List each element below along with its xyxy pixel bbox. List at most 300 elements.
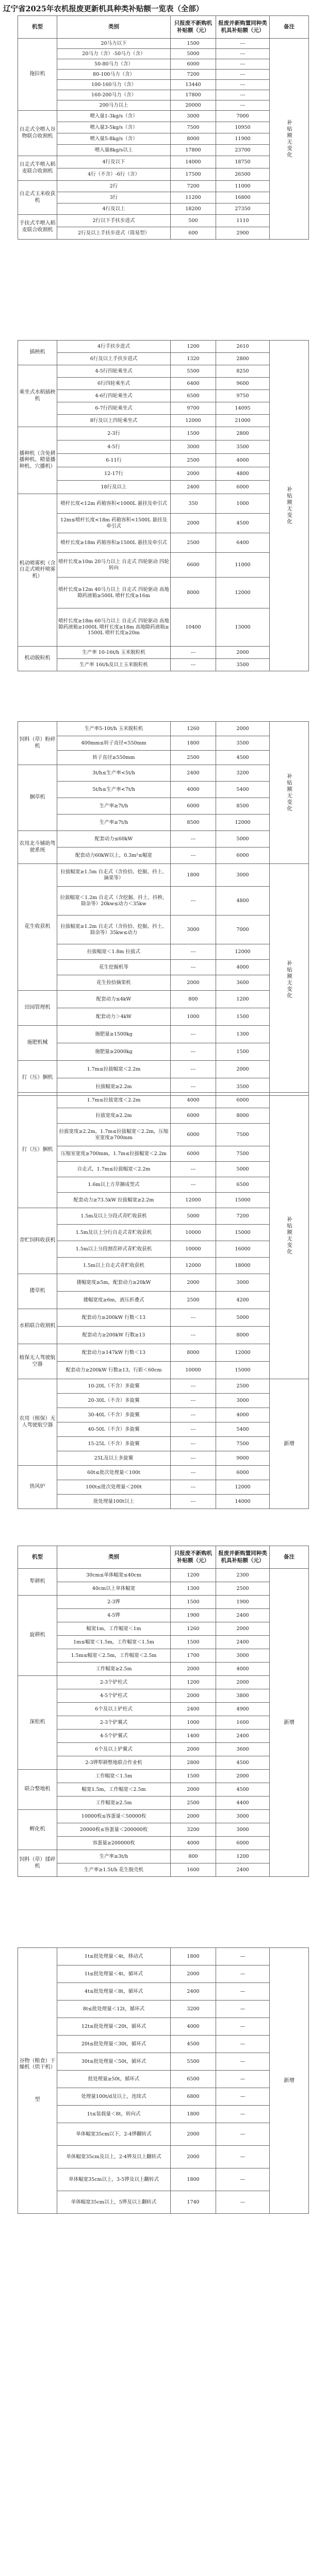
table-row	[18, 390, 309, 402]
table-row	[18, 1362, 309, 1379]
value-cell: ---	[171, 1495, 216, 1509]
note-cell: 补贴额无变化	[270, 864, 309, 1096]
value-cell: 3500	[216, 1078, 270, 1096]
value-cell: 6400	[171, 378, 216, 390]
value-cell: 6000	[216, 481, 270, 494]
value-cell: 4400	[216, 1797, 270, 1810]
table-row	[18, 1948, 309, 1965]
value-cell: 4500	[216, 751, 270, 765]
value-cell: —	[216, 2168, 270, 2191]
value-cell: 2300	[216, 1569, 270, 1582]
value-cell: 17500	[171, 168, 216, 181]
table-row	[18, 1274, 309, 1292]
table-row	[18, 100, 309, 111]
type-cell: 饲料（草）揉碎机	[18, 1850, 57, 1877]
category-cell: 18行及以上	[57, 481, 171, 494]
value-cell: 1800	[171, 1948, 216, 1965]
value-cell: 8500	[216, 798, 270, 815]
value-cell: 2000	[216, 1770, 270, 1783]
value-cell: —	[216, 2191, 270, 2214]
category-cell: 1.5m以上分段割茬碎式青贮收获机	[57, 1241, 171, 1258]
category-cell: 配套动力60kW以上，0.3m²≤幅宽	[57, 848, 171, 864]
value-cell: 350	[171, 494, 216, 514]
category-cell: 喂入量5-8kg/s（含）	[57, 133, 171, 145]
type-cell: 犁耕机	[18, 1569, 57, 1596]
value-cell: 12000	[171, 1258, 216, 1274]
value-cell: —	[216, 2001, 270, 2018]
category-cell: 生产率≥7t/h	[57, 798, 171, 815]
table-row	[18, 887, 309, 916]
value-cell: 2000	[171, 1965, 216, 1983]
value-cell: 7500	[216, 1437, 270, 1451]
note-cell: 补贴额无变化	[270, 722, 309, 864]
table-row	[18, 353, 309, 365]
category-cell: 拉拔幅宽＜1.8m 拉拔式	[57, 944, 171, 960]
header-subsidy-scrap: 只报废不新购机补贴额（元）	[171, 16, 216, 39]
value-cell: 27350	[216, 204, 270, 215]
value-cell: 4000	[171, 1093, 216, 1108]
value-cell: 1110	[216, 215, 270, 227]
table-row	[18, 427, 309, 440]
value-cell: 10000	[171, 1225, 216, 1241]
type-cell: 打（压）捆机	[18, 1093, 57, 1208]
note-cell: 新增	[270, 1379, 309, 1509]
table-row	[18, 751, 309, 765]
table-row	[18, 2001, 309, 2018]
category-cell: 1t≤装载量＜8t，转向式	[57, 2106, 171, 2123]
category-cell: 生产率5-10t/h 玉米脱粒机	[57, 722, 171, 736]
value-cell: ---	[171, 1162, 216, 1177]
table-row	[18, 553, 309, 578]
table-row	[18, 1770, 309, 1783]
category-cell: 配套动力≥200kW 行数≥13	[57, 1327, 171, 1344]
type-cell: 捆草机	[18, 765, 57, 831]
value-cell: 2400	[171, 1703, 216, 1716]
table-row	[18, 1636, 309, 1649]
table-row	[18, 59, 309, 70]
category-cell: 200马力以上	[57, 100, 171, 111]
table-row	[18, 1177, 309, 1193]
category-cell: 6-11行	[57, 454, 171, 467]
value-cell: ---	[171, 647, 216, 659]
table-row	[18, 1008, 309, 1026]
table-row	[18, 1408, 309, 1422]
value-cell: 2000	[216, 1676, 270, 1689]
value-cell: 21000	[216, 415, 270, 427]
type-cell: 机动脱粒机	[18, 647, 57, 671]
value-cell: 5500	[171, 365, 216, 378]
type-cell: 搂草机	[18, 1274, 57, 1309]
value-cell: 7500	[171, 122, 216, 133]
category-cell: 60t≤批次处理量＜100t	[57, 1466, 171, 1480]
type-cell: 饲料（草）粉碎机	[18, 722, 57, 765]
category-cell: 工作幅宽≥2.5m	[57, 1797, 171, 1810]
type-cell: 手扶式半喂入稻麦联合收割机	[18, 215, 57, 240]
table-row	[18, 1225, 309, 1241]
category-cell: 拉拔幅宽≥1.5m 自走式（含捡拾、挖掘、抖土、摘果等）	[57, 864, 171, 887]
table-row	[18, 2168, 309, 2191]
table-row	[18, 659, 309, 671]
category-cell: 拉拔宽度≥2.2m	[57, 1108, 171, 1124]
table-row	[18, 1495, 309, 1509]
table-row	[18, 215, 309, 227]
category-cell: 100t≤批次处理量＜200t	[57, 1480, 171, 1495]
category-cell: 1.5m及以上分段式青贮收获机	[57, 1208, 171, 1225]
value-cell: 2000	[171, 467, 216, 481]
table-row	[18, 2106, 309, 2123]
category-cell: 批处理量100t以上	[57, 1495, 171, 1509]
value-cell: 14000	[171, 156, 216, 168]
value-cell: 3000	[216, 1823, 270, 1837]
category-cell: 20t≤批处理量＜30t，循环式	[57, 2036, 171, 2053]
value-cell: 4000	[171, 782, 216, 798]
value-cell: 1500	[171, 1596, 216, 1609]
value-cell: 2000	[216, 647, 270, 659]
table-row	[18, 1730, 309, 1743]
value-cell: 8250	[216, 365, 270, 378]
value-cell: 5000	[171, 1208, 216, 1225]
category-cell: 30cm≤单体幅宽≤40cm	[57, 1569, 171, 1582]
table-row	[18, 454, 309, 467]
table-row	[18, 1649, 309, 1663]
value-cell: 9700	[171, 402, 216, 415]
value-cell: 1900	[216, 1596, 270, 1609]
header-subsidy-new: 报废并新购置同种类机具补贴额（元）	[216, 16, 270, 39]
category-cell: 处理量100t/d及以上，连续式	[57, 2088, 171, 2106]
category-cell: 6行四轮乘坐式	[57, 378, 171, 390]
category-cell: 1.5m≤幅宽＜2.5m，工作幅宽＜2.5m	[57, 1649, 171, 1663]
table-row	[18, 782, 309, 798]
table-row	[18, 1093, 309, 1108]
value-cell: ---	[171, 1061, 216, 1078]
header-type: 机型	[18, 16, 57, 39]
category-cell: 搂幅宽度≥6m，液压折叠式	[57, 1292, 171, 1309]
value-cell: 3600	[216, 975, 270, 991]
value-cell: 2400	[216, 1863, 270, 1877]
table-row	[18, 2088, 309, 2106]
value-cell: 3000	[216, 1649, 270, 1663]
value-cell: ---	[171, 848, 216, 864]
value-cell: 9600	[216, 378, 270, 390]
value-cell: 12000	[216, 944, 270, 960]
value-cell: 2500	[171, 533, 216, 553]
table-row	[18, 1797, 309, 1810]
category-cell: 4行及以上	[57, 204, 171, 215]
table-row	[18, 1582, 309, 1596]
category-cell: 喷杆长度<12m 药箱容积<1000L 悬挂及牵引式	[57, 494, 171, 514]
value-cell: 4500	[171, 2036, 216, 2053]
value-cell: 2000	[171, 1663, 216, 1676]
value-cell: 2000	[171, 975, 216, 991]
category-cell: 喷杆长度≥18m 60马力以上 自走式 四轮驱动 高地隙药液箱≥1000L 喷杆长度≥18m 高地隙药液箱≥1500L 喷杆长度≥20m	[57, 608, 171, 647]
category-cell: 6个及以上铲柱式	[57, 1703, 171, 1716]
header-subsidy-scrap: 只报废不新购机补贴额（元）	[171, 1546, 216, 1569]
value-cell: ---	[171, 1327, 216, 1344]
category-cell: 4-6行四轮乘坐式	[57, 390, 171, 402]
value-cell: 4000	[216, 1663, 270, 1676]
table-row	[18, 1689, 309, 1703]
category-cell: 1t≤批处理量＜4t，移动式	[57, 1948, 171, 1965]
type-cell: 水稻联合收割机	[18, 1309, 57, 1344]
table-row	[18, 1965, 309, 1983]
category-cell: 幅宽1.5m，工作幅宽＜2.5m	[57, 1783, 171, 1797]
category-cell: 生产率 16t/h及以上玉米脱粒机	[57, 659, 171, 671]
table-row	[18, 578, 309, 608]
category-cell: 80-100马力（含）	[57, 70, 171, 80]
value-cell: 17800	[171, 145, 216, 156]
value-cell: —	[216, 2088, 270, 2106]
value-cell: 6600	[171, 553, 216, 578]
table-row	[18, 2191, 309, 2214]
value-cell: 8000	[216, 1327, 270, 1344]
value-cell: 1500	[171, 427, 216, 440]
table-row	[18, 1108, 309, 1124]
value-cell: —	[216, 2106, 270, 2123]
value-cell: 2000	[171, 2146, 216, 2168]
value-cell: ---	[171, 1177, 216, 1193]
value-cell: 7500	[216, 1124, 270, 1146]
type-cell: 深松机	[18, 1676, 57, 1770]
type-cell	[18, 1948, 57, 2214]
value-cell: 2500	[171, 751, 216, 765]
value-cell: —	[216, 2036, 270, 2053]
table-row	[18, 848, 309, 864]
table-row	[18, 111, 309, 122]
value-cell: 9000	[216, 1451, 270, 1466]
value-cell: 5000	[216, 1162, 270, 1177]
table-row	[18, 1703, 309, 1716]
value-cell: 2000	[171, 2123, 216, 2146]
value-cell: 11000	[216, 553, 270, 578]
type-cell: 花生收获机	[18, 864, 57, 991]
category-cell: 2-3铧	[57, 1596, 171, 1609]
value-cell: 26500	[216, 168, 270, 181]
table-row	[18, 227, 309, 240]
table-row	[18, 122, 309, 133]
category-cell: 8行及以上四轮乘坐式	[57, 415, 171, 427]
value-cell: 11200	[171, 192, 216, 204]
category-cell: 20马力以下	[57, 39, 171, 49]
table-row	[18, 991, 309, 1008]
value-cell: 8000	[171, 133, 216, 145]
category-cell: 6个及以上铲翼式	[57, 1743, 171, 1756]
value-cell: 2800	[171, 1756, 216, 1770]
category-cell: 2行以下手扶步进式	[57, 215, 171, 227]
subsidy-table-part-2	[18, 340, 309, 671]
note-cell: 补贴额无变化	[270, 341, 309, 671]
value-cell: 2000	[171, 1743, 216, 1756]
value-cell: 2000	[216, 1622, 270, 1636]
value-cell: 6400	[216, 533, 270, 553]
table-row	[18, 1663, 309, 1676]
value-cell: 9750	[216, 390, 270, 402]
table-row	[18, 1061, 309, 1078]
category-cell: 4-5个铲柱式	[57, 1689, 171, 1703]
table-row	[18, 1026, 309, 1043]
table-row	[18, 1480, 309, 1495]
table-row	[18, 1292, 309, 1309]
table-row	[18, 722, 309, 736]
value-cell: 12000	[216, 815, 270, 831]
category-cell: 拉拔宽度≥2.2m，1.7m≤拉拔幅宽＜2.2m，压缩室宽度≥700mm	[57, 1124, 171, 1146]
value-cell: 1500	[171, 1636, 216, 1649]
value-cell: ---	[171, 1026, 216, 1043]
value-cell: 18000	[216, 1258, 270, 1274]
category-cell: 工作幅宽≥2.5m	[57, 1663, 171, 1676]
value-cell: 3200	[216, 765, 270, 782]
table-row	[18, 916, 309, 944]
value-cell: 2000	[171, 1783, 216, 1797]
subsidy-table-part-3	[18, 721, 309, 1096]
type-cell: 孵化机	[18, 1810, 57, 1850]
value-cell: 1000	[171, 1716, 216, 1730]
category-cell: 30t≤批处理量＜50t，循环式	[57, 2053, 171, 2071]
category-cell: 4-5个铲翼式	[57, 1730, 171, 1743]
value-cell: ---	[216, 39, 270, 49]
value-cell: 6000	[171, 1108, 216, 1124]
type-cell: 田园管理机	[18, 991, 57, 1026]
table-header-row	[18, 16, 309, 39]
note-cell: 新增	[270, 1569, 309, 1877]
note-cell: 新增	[270, 1948, 309, 2214]
value-cell: 600	[171, 227, 216, 240]
value-cell: 12000	[216, 1480, 270, 1495]
value-cell: 4500	[216, 514, 270, 533]
table-row	[18, 1208, 309, 1225]
value-cell: 8000	[216, 1108, 270, 1124]
table-row	[18, 467, 309, 481]
table-row	[18, 481, 309, 494]
value-cell: ---	[216, 49, 270, 59]
table-row	[18, 49, 309, 59]
category-cell: 20-30L（不含）多旋翼	[57, 1394, 171, 1408]
table-row	[18, 975, 309, 991]
table-row	[18, 1258, 309, 1274]
category-cell: 1.5m及以上分行自走式青贮收获机	[57, 1225, 171, 1241]
value-cell: 7000	[216, 111, 270, 122]
table-row	[18, 647, 309, 659]
category-cell: 单体幅宽35cm以上，3-5铧及以上翻转式	[57, 2168, 171, 2191]
table-row	[18, 1823, 309, 1837]
value-cell: 6000	[216, 1093, 270, 1108]
type-cell: 施肥机械	[18, 1026, 57, 1061]
category-cell: 6行及以上手扶步进式	[57, 353, 171, 365]
type-cell: 青贮饲料收获机	[18, 1208, 57, 1274]
value-cell: 5000	[171, 49, 216, 59]
value-cell: 7200	[216, 1208, 270, 1225]
category-cell: 400mm≤转子直径<550mm	[57, 736, 171, 751]
value-cell: 1740	[171, 2191, 216, 2214]
value-cell: 1500	[171, 1770, 216, 1783]
header-note: 备注	[270, 16, 309, 39]
category-cell: 单体幅宽35cm以上，5铧及以上翻转式	[57, 2191, 171, 2214]
value-cell: 2400	[171, 1983, 216, 2001]
value-cell: 2500	[216, 1379, 270, 1394]
value-cell: 2000	[171, 1274, 216, 1292]
value-cell: 2000	[171, 514, 216, 533]
category-cell: 4-5铧	[57, 1609, 171, 1622]
value-cell: ---	[216, 59, 270, 70]
category-cell: 花生捡拾摘果机	[57, 975, 171, 991]
table-row	[18, 514, 309, 533]
table-row	[18, 494, 309, 514]
value-cell: 12000	[216, 1344, 270, 1362]
category-cell: 拉拔幅宽≥1.2m 自走式（含捡拾、挖掘、抖土、除杂等）35kw≤动力	[57, 916, 171, 944]
category-cell: 20000枚≤容蛋量＜200000枚	[57, 1823, 171, 1837]
value-cell: 4000	[216, 454, 270, 467]
value-cell: ---	[171, 944, 216, 960]
value-cell: 4000	[171, 1837, 216, 1850]
table-row	[18, 90, 309, 100]
table-row	[18, 80, 309, 90]
value-cell: 2500	[216, 1582, 270, 1596]
value-cell: 5400	[216, 782, 270, 798]
category-cell: 喷杆长度≥10m 20马力以上 自走式 四轮驱动 四轮转向	[57, 553, 171, 578]
value-cell: 12000	[171, 1193, 216, 1208]
value-cell: 3200	[171, 1823, 216, 1837]
category-cell: 1.7m≤拉拔幅宽＜2.2m	[57, 1061, 171, 1078]
table-row	[18, 2146, 309, 2168]
category-cell: 1.7m≤拉拔宽度＜2.2m	[57, 1093, 171, 1108]
value-cell: 2400	[171, 481, 216, 494]
value-cell: 23700	[216, 145, 270, 156]
table-row	[18, 440, 309, 454]
table-row	[18, 133, 309, 145]
category-cell: 花生挖掘机等	[57, 960, 171, 975]
value-cell: 4800	[216, 467, 270, 481]
value-cell: 2800	[216, 353, 270, 365]
value-cell: 1800	[171, 2168, 216, 2191]
value-cell: 4200	[216, 1292, 270, 1309]
table-row	[18, 1422, 309, 1437]
value-cell: 1800	[171, 864, 216, 887]
value-cell: 3000	[171, 111, 216, 122]
subsidy-table-part-4	[18, 1092, 309, 1509]
category-cell: 4-5行	[57, 440, 171, 454]
value-cell: 4500	[216, 1783, 270, 1797]
category-cell: 1.5m以上自走式青贮收获机	[57, 1258, 171, 1274]
category-cell: 生产率≥3t/h	[57, 1850, 171, 1863]
value-cell: 2000	[216, 722, 270, 736]
table-row	[18, 156, 309, 168]
value-cell: 15000	[216, 1225, 270, 1241]
value-cell: 6000	[171, 1146, 216, 1162]
value-cell: 2500	[171, 1292, 216, 1309]
category-cell: 3t/h≤生产率<5t/h	[57, 765, 171, 782]
table-row	[18, 2123, 309, 2146]
table-row	[18, 402, 309, 415]
value-cell: 6500	[171, 2071, 216, 2088]
table-row	[18, 415, 309, 427]
value-cell: 2800	[216, 427, 270, 440]
value-cell: ---	[171, 831, 216, 848]
value-cell: ---	[171, 1408, 216, 1422]
value-cell: ---	[171, 659, 216, 671]
type-cell: 自走式全喂入谷物联合收割机	[18, 111, 57, 156]
value-cell: 7200	[171, 70, 216, 80]
value-cell: 1320	[171, 353, 216, 365]
value-cell: 6000	[171, 798, 216, 815]
table-row	[18, 1596, 309, 1609]
type-cell: 热风炉	[18, 1466, 57, 1509]
category-cell: 4t≤批处理量＜8t，循环式	[57, 1983, 171, 2001]
value-cell: 6500	[216, 1177, 270, 1193]
category-cell: 喷杆长度≥18m 药箱容积≥1500L 悬挂及牵引式	[57, 533, 171, 553]
value-cell: ---	[216, 80, 270, 90]
category-cell: 2-3铧犁耕整地联合作业机	[57, 1756, 171, 1770]
value-cell: ---	[171, 1451, 216, 1466]
value-cell: 3000	[216, 864, 270, 887]
